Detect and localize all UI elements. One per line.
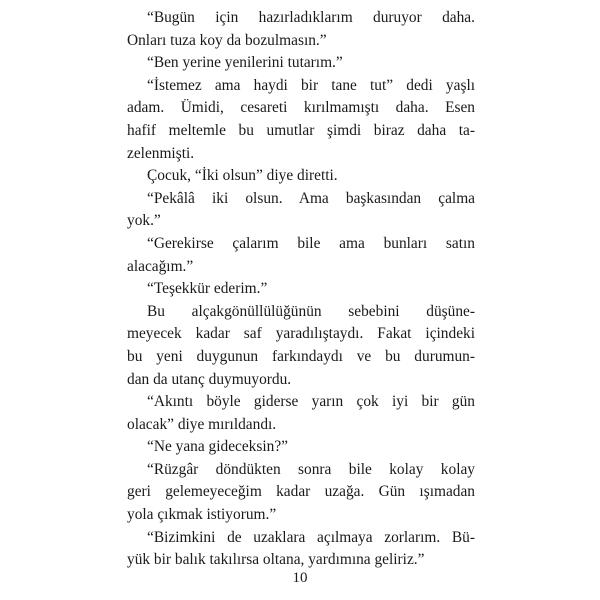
text-line: “Ben yerine yenilerini tutarım.” bbox=[147, 54, 343, 72]
text-line: olacak” diye mırıldandı. bbox=[127, 415, 277, 433]
text-line: yok.” bbox=[127, 212, 161, 230]
text-line: yük bir balık takılırsa oltana, yardımına geliriz.” bbox=[127, 551, 425, 569]
text-line: “Ne yana gideceksin?” bbox=[147, 438, 289, 456]
text-line: Bu alçakgönüllülüğünün sebebini düşüne- bbox=[147, 302, 475, 320]
text-line: Çocuk, “İki olsun” diye diretti. bbox=[147, 167, 338, 185]
body-text bbox=[127, 7, 475, 572]
text-line: “Rüzgâr döndükten sonra bile kolay kolay bbox=[147, 460, 475, 478]
text-line: bu yeni duygunun farkındaydı ve bu durumun- bbox=[127, 347, 475, 365]
text-line: geri gelemeyeceğim kadar uzağa. Gün ışımadan bbox=[127, 483, 475, 501]
text-line: Onları tuza koy da bozulmasın.” bbox=[127, 31, 327, 49]
page-number: 10 bbox=[292, 570, 308, 586]
text-line: “Pekâlâ iki olsun. Ama başkasından çalma bbox=[147, 189, 475, 207]
text-line: “Bugün için hazırladıklarım duruyor daha. bbox=[147, 9, 475, 26]
text-line: alacağım.” bbox=[127, 257, 194, 275]
text-line: dan da utanç duymuyordu. bbox=[127, 370, 292, 388]
text-line: meyecek kadar saf yaradılıştaydı. Fakat içindeki bbox=[127, 325, 475, 343]
text-line: yola çıkmak istiyorum.” bbox=[127, 506, 277, 524]
text-line: adam. Ümidi, cesareti kırılmamıştı daha. Esen bbox=[127, 99, 475, 117]
text-line: hafif meltemle bu umutlar şimdi biraz daha ta- bbox=[127, 121, 475, 139]
text-line: “İstemez ama haydi bir tane tut” dedi yaşlı bbox=[147, 76, 475, 94]
text-line: “Akıntı böyle giderse yarın çok iyi bir gün bbox=[147, 393, 475, 411]
text-line: “Bizimkini de uzaklara açılmaya zorlarım. Bü- bbox=[147, 528, 475, 546]
text-line: “Gerekirse çalarım bile ama bunları satın bbox=[147, 234, 475, 252]
text-line: zelenmişti. bbox=[127, 144, 195, 162]
text-line: “Teşekkür ederim.” bbox=[147, 280, 268, 298]
